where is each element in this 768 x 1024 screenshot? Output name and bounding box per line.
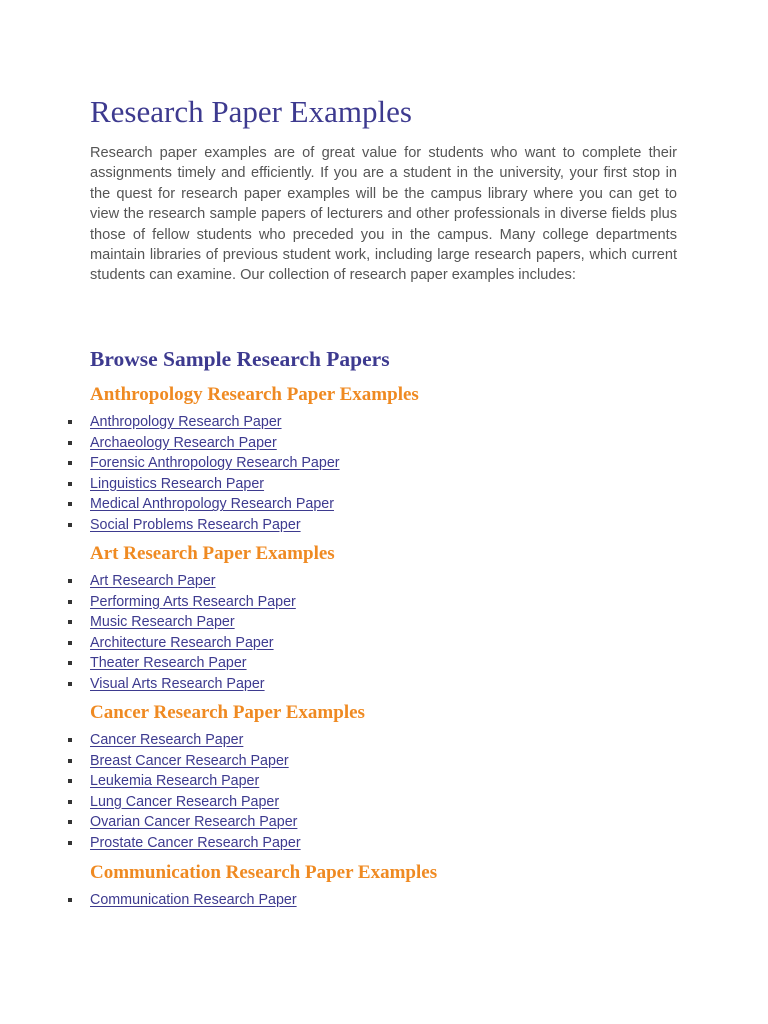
bullet-icon — [68, 482, 72, 486]
bullet-icon — [68, 641, 72, 645]
link-anthropology-research-paper[interactable]: Anthropology Research Paper — [90, 414, 282, 430]
bullet-icon — [68, 502, 72, 506]
bullet-icon — [68, 779, 72, 783]
link-music-research-paper[interactable]: Music Research Paper — [90, 614, 235, 631]
section-cancer — [90, 700, 677, 854]
list-item — [90, 653, 677, 674]
link-breast-cancer-research-paper[interactable]: Breast Cancer Research Paper — [90, 752, 289, 769]
bullet-icon — [68, 420, 72, 424]
list-item — [90, 612, 677, 633]
bullet-icon — [68, 600, 72, 604]
bullet-icon — [68, 579, 72, 583]
list-item — [90, 515, 677, 536]
link-architecture-research-paper[interactable]: Architecture Research Paper — [90, 634, 274, 651]
section-heading: Art Research Paper Examples — [90, 543, 335, 564]
list-item — [90, 433, 677, 454]
bullet-icon — [68, 620, 72, 624]
bullet-icon — [68, 800, 72, 804]
bullet-icon — [68, 820, 72, 824]
section-communication — [90, 860, 677, 911]
link-cancer-research-paper[interactable]: Cancer Research Paper — [90, 732, 244, 748]
list-item — [90, 412, 677, 433]
link-list — [90, 571, 677, 695]
link-performing-arts-research-paper[interactable]: Performing Arts Research Paper — [90, 593, 296, 610]
link-medical-anthropology-research-paper[interactable]: Medical Anthropology Research Paper — [90, 496, 334, 513]
section-heading: Anthropology Research Paper Examples — [90, 384, 419, 405]
bullet-icon — [68, 759, 72, 763]
list-item — [90, 833, 677, 854]
list-item — [90, 792, 677, 813]
bullet-icon — [68, 682, 72, 686]
link-ovarian-cancer-research-paper[interactable]: Ovarian Cancer Research Paper — [90, 814, 298, 831]
bullet-icon — [68, 523, 72, 527]
list-item — [90, 592, 677, 613]
intro-paragraph: Research paper examples are of great value for students who want to complete their assignments timely and efficiently. If you are a student in the university, your first stop in the quest for research paper examples will be the campus library where you can get to view the research sample papers of lecturers and other professionals in diverse fields plus those of fellow students who preceded you in the campus. Many college departments maintain libraries of previous student work, including large research papers, which current students can examine. Our collection of research paper examples includes: — [90, 145, 677, 284]
link-art-research-paper[interactable]: Art Research Paper — [90, 573, 216, 589]
bullet-icon — [68, 841, 72, 845]
bullet-icon — [68, 738, 72, 742]
section-anthropology — [90, 382, 677, 536]
list-item — [90, 751, 677, 772]
link-visual-arts-research-paper[interactable]: Visual Arts Research Paper — [90, 675, 265, 692]
link-lung-cancer-research-paper[interactable]: Lung Cancer Research Paper — [90, 793, 280, 810]
link-list — [90, 412, 677, 536]
link-list — [90, 730, 677, 854]
link-forensic-anthropology-research-paper[interactable]: Forensic Anthropology Research Paper — [90, 455, 340, 472]
list-item — [90, 771, 677, 792]
bullet-icon — [68, 661, 72, 665]
link-theater-research-paper[interactable]: Theater Research Paper — [90, 655, 247, 672]
link-communication-research-paper[interactable]: Communication Research Paper — [90, 892, 297, 908]
page-title: Research Paper Examples — [90, 94, 412, 129]
section-heading: Cancer Research Paper Examples — [90, 702, 365, 723]
list-item — [90, 890, 677, 911]
list-item — [90, 633, 677, 654]
link-linguistics-research-paper[interactable]: Linguistics Research Paper — [90, 475, 265, 492]
list-item — [90, 730, 677, 751]
list-item — [90, 474, 677, 495]
browse-heading: Browse Sample Research Papers — [90, 347, 390, 371]
link-list — [90, 890, 677, 911]
list-item — [90, 674, 677, 695]
link-prostate-cancer-research-paper[interactable]: Prostate Cancer Research Paper — [90, 834, 301, 851]
link-archaeology-research-paper[interactable]: Archaeology Research Paper — [90, 434, 277, 451]
link-social-problems-research-paper[interactable]: Social Problems Research Paper — [90, 516, 301, 533]
list-item — [90, 494, 677, 515]
section-heading: Communication Research Paper Examples — [90, 862, 438, 883]
bullet-icon — [68, 461, 72, 465]
bullet-icon — [68, 898, 72, 902]
list-item — [90, 812, 677, 833]
list-item — [90, 571, 677, 592]
section-art — [90, 541, 677, 695]
bullet-icon — [68, 441, 72, 445]
link-leukemia-research-paper[interactable]: Leukemia Research Paper — [90, 773, 260, 790]
list-item — [90, 453, 677, 474]
